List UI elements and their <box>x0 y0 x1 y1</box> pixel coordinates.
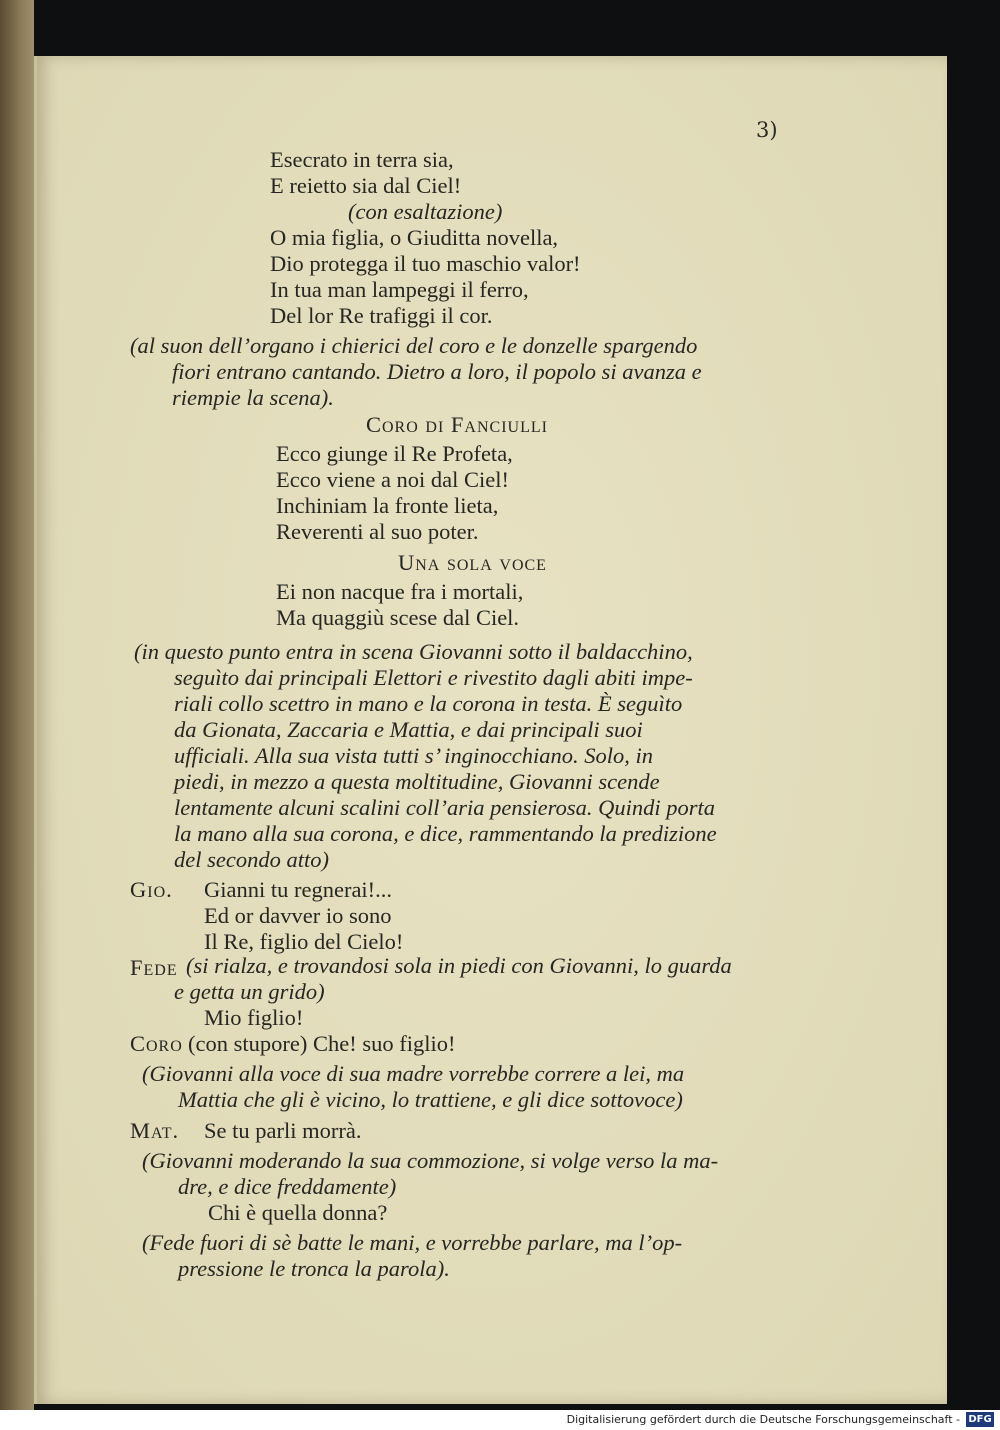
stage-direction-line: (si rialza, e trovandosi sola in piedi con Giovanni, lo guarda <box>186 953 732 978</box>
stage-direction-line: seguìto dai principali Elettori e rivestito dagli abiti impe- <box>174 665 693 690</box>
speaker-label: Fede <box>130 955 178 980</box>
stage-direction-line: del secondo atto) <box>174 847 329 872</box>
stage-direction-line: (con esaltazione) <box>348 199 503 224</box>
dfg-logo-icon: DFG <box>966 1412 994 1427</box>
stage-direction-line: la mano alla sua corona, e dice, rammentando la predizione <box>174 821 717 846</box>
verse-line: Reverenti al suo poter. <box>276 519 479 544</box>
speaker-label: Coro <box>130 1031 183 1056</box>
stage-direction-line: dre, e dice freddamente) <box>178 1174 397 1199</box>
stage-direction-line: ufficiali. Alla sua vista tutti s’ inginocchiano. Solo, in <box>174 743 653 768</box>
stage-direction-line: e getta un grido) <box>174 979 325 1004</box>
footer-bar <box>0 1410 1000 1430</box>
verse-line: Ecco viene a noi dal Ciel! <box>276 467 510 492</box>
verse-line: Ed or davver io sono <box>204 903 392 928</box>
verse-line: (con stupore) Che! suo figlio! <box>188 1031 456 1056</box>
stage-direction-line: lentamente alcuni scalini coll’aria pensierosa. Quindi porta <box>174 795 715 820</box>
stage-direction-line: da Gionata, Zaccaria e Mattia, e dai principali suoi <box>174 717 643 742</box>
verse-line: Inchiniam la fronte lieta, <box>276 493 499 518</box>
verse-line: Ecco giunge il Re Profeta, <box>276 441 513 466</box>
verse-line: O mia figlia, o Giuditta novella, <box>270 225 559 250</box>
stage-direction-line: (al suon dell’organo i chierici del coro e le donzelle spargendo <box>130 333 698 358</box>
verse-line: Ei non nacque fra i mortali, <box>276 579 524 604</box>
verse-line: Mio figlio! <box>204 1005 304 1030</box>
verse-line: In tua man lampeggi il ferro, <box>270 277 529 302</box>
stage-direction-line: (in questo punto entra in scena Giovanni sotto il baldacchino, <box>134 639 693 664</box>
verse-line: Chi è quella donna? <box>208 1200 388 1225</box>
speaker-label: Mat. <box>130 1118 180 1143</box>
verse-line: Esecrato in terra sia, <box>270 147 454 172</box>
speaker-label: Una sola voce <box>398 550 547 575</box>
speaker-label: Gio. <box>130 877 173 902</box>
stage-direction-line: Mattia che gli è vicino, lo trattiene, e gli dice sottovoce) <box>178 1087 683 1112</box>
stage-direction-line: riempie la scena). <box>172 385 334 410</box>
speaker-label: Coro di Fanciulli <box>366 412 548 437</box>
verse-line: Se tu parli morrà. <box>204 1118 362 1143</box>
verse-line: Dio protegga il tuo maschio valor! <box>270 251 581 276</box>
stage-direction-line: (Giovanni alla voce di sua madre vorrebbe correre a lei, ma <box>142 1061 685 1086</box>
stage-direction-line: piedi, in mezzo a questa moltitudine, Giovanni scende <box>174 769 660 794</box>
footer-credit: Digitalisierung gefördert durch die Deutsche Forschungsgemeinschaft - <box>566 1413 960 1426</box>
verse-line: Ma quaggiù scese dal Ciel. <box>276 605 520 630</box>
stage-direction-line: pressione le tronca la parola). <box>178 1256 450 1281</box>
stage-direction-line: fiori entrano cantando. Dietro a loro, il popolo si avanza e <box>172 359 702 384</box>
verse-line: Gianni tu regnerai!... <box>204 877 393 902</box>
stage-direction-line: riali collo scettro in mano e la corona in testa. È seguìto <box>174 691 683 716</box>
left-page-edge <box>0 0 34 1410</box>
verse-line: Del lor Re trafiggi il cor. <box>270 303 493 328</box>
page-number: 3) <box>756 118 778 142</box>
stage-direction-line: (Giovanni moderando la sua commozione, si volge verso la ma- <box>142 1148 719 1173</box>
verse-line: Il Re, figlio del Cielo! <box>204 929 404 954</box>
stage-direction-line: (Fede fuori di sè batte le mani, e vorrebbe parlare, ma l’op- <box>142 1230 683 1255</box>
verse-line: E reietto sia dal Ciel! <box>270 173 462 198</box>
